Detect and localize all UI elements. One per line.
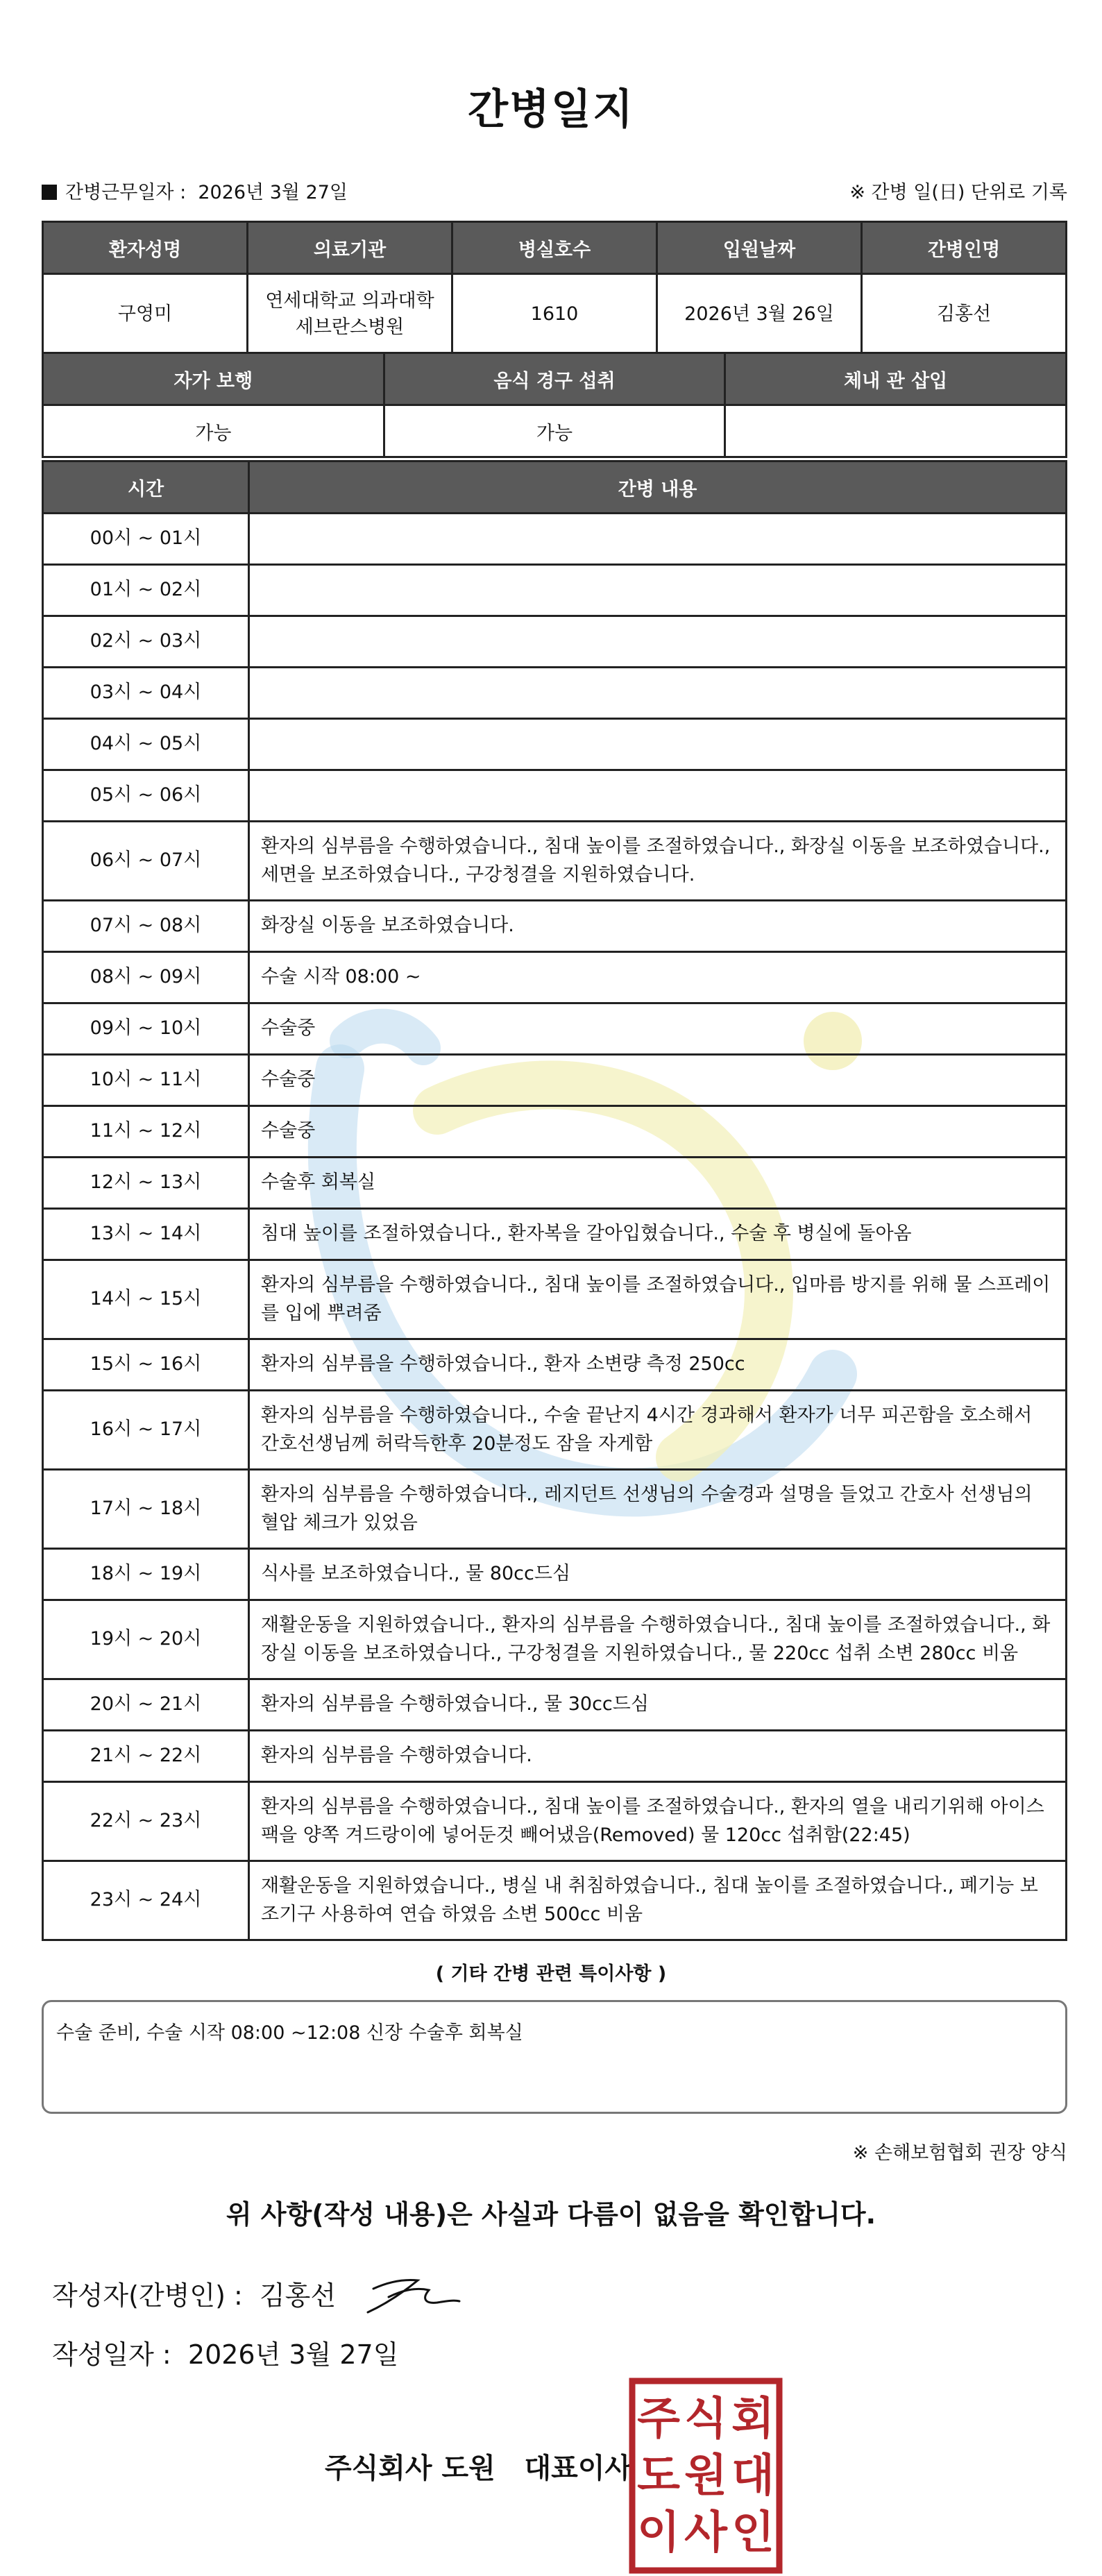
- log-row: [43, 1861, 1067, 1940]
- log-row: [43, 770, 1067, 822]
- company-representative-title: 대표이사: [524, 2452, 632, 2484]
- hospital-line-1: 연세대학교 의과대학: [265, 290, 434, 312]
- log-content: 수술중: [249, 1106, 1067, 1158]
- header-tube-insertion: 체내 관 삽입: [725, 353, 1067, 405]
- log-row: [43, 514, 1067, 565]
- log-time: 18시 ~ 19시: [43, 1549, 249, 1600]
- log-row: [43, 1209, 1067, 1260]
- log-row: [43, 1339, 1067, 1391]
- log-time: 12시 ~ 13시: [43, 1158, 249, 1209]
- log-time: 17시 ~ 18시: [43, 1470, 249, 1549]
- record-note: ※ 간병 일(日) 단위로 기록: [849, 182, 1067, 203]
- log-row: [43, 565, 1067, 616]
- log-time: 02시 ~ 03시: [43, 616, 249, 668]
- care-log-table: [42, 460, 1067, 1941]
- log-content: 환자의 심부름을 수행하였습니다., 침대 높이를 조절하였습니다., 입마름 방지를 위해 물 스프레이를 입에 뿌려줌: [249, 1260, 1067, 1339]
- hospital: [248, 274, 452, 355]
- log-content: [249, 514, 1067, 565]
- writer-name: 김홍선: [259, 2280, 337, 2311]
- log-content: [249, 565, 1067, 616]
- svg-text:원: 원: [684, 2450, 727, 2502]
- log-time: 07시 ~ 08시: [43, 901, 249, 952]
- log-row: [43, 901, 1067, 952]
- care-date-label: 간병근무일자 :: [65, 182, 187, 203]
- svg-text:회: 회: [731, 2393, 774, 2445]
- log-row: [43, 668, 1067, 719]
- log-row: [43, 1679, 1067, 1731]
- company-signature-line: [325, 2446, 631, 2486]
- svg-text:도: 도: [637, 2450, 680, 2502]
- log-row: [43, 1470, 1067, 1549]
- admission-date: 2026년 3월 26일: [657, 274, 862, 355]
- log-row: [43, 1549, 1067, 1600]
- log-content: 수술 시작 08:00 ~: [249, 952, 1067, 1003]
- log-content: [249, 616, 1067, 668]
- header-oral-intake: 음식 경구 섭취: [384, 353, 725, 405]
- svg-text:인: 인: [731, 2507, 774, 2559]
- log-time: 11시 ~ 12시: [43, 1106, 249, 1158]
- self-walking: 가능: [43, 405, 384, 457]
- log-row: [43, 1106, 1067, 1158]
- log-time: 21시 ~ 22시: [43, 1731, 249, 1782]
- company-name: 주식회사 도원: [325, 2452, 495, 2484]
- log-content: 환자의 심부름을 수행하였습니다., 수술 끝난지 4시간 경과해서 환자가 너무 피곤함을 호소해서 간호선생님께 허락득한후 20분정도 잠을 자게함: [249, 1391, 1067, 1470]
- square-bullet-icon: [42, 185, 57, 200]
- log-row: [43, 1782, 1067, 1861]
- log-content: [249, 668, 1067, 719]
- log-content: 환자의 심부름을 수행하였습니다., 침대 높이를 조절하였습니다., 화장실 이동을 보조하였습니다., 세면을 보조하였습니다., 구강청결을 지원하였습니다.: [249, 822, 1067, 901]
- log-time: 05시 ~ 06시: [43, 770, 249, 822]
- log-row: [43, 1391, 1067, 1470]
- header-hospital: 의료기관: [248, 222, 452, 274]
- log-row: [43, 1003, 1067, 1055]
- oral-intake: 가능: [384, 405, 725, 457]
- signature-image: [361, 2269, 465, 2318]
- written-date-value: 2026년 3월 27일: [187, 2339, 399, 2370]
- log-time: 00시 ~ 01시: [43, 514, 249, 565]
- log-time: 09시 ~ 10시: [43, 1003, 249, 1055]
- log-row: [43, 1600, 1067, 1679]
- svg-text:주: 주: [637, 2393, 680, 2445]
- svg-text:대: 대: [731, 2450, 774, 2502]
- room-number: 1610: [452, 274, 657, 355]
- remarks-content: 수술 준비, 수술 시작 08:00 ~12:08 신장 수술후 회복실: [56, 2022, 523, 2044]
- written-date-label: 작성일자 :: [52, 2339, 171, 2370]
- document-title: 간병일지: [468, 85, 634, 134]
- company-seal-stamp: [628, 2377, 783, 2575]
- log-time: 14시 ~ 15시: [43, 1260, 249, 1339]
- remarks-title: ( 기타 간병 관련 특이사항 ): [435, 1963, 667, 1985]
- header-patient-name: 환자성명: [43, 222, 248, 274]
- log-row: [43, 1731, 1067, 1782]
- care-date-value: 2026년 3월 27일: [198, 182, 348, 203]
- log-content: 환자의 심부름을 수행하였습니다., 침대 높이를 조절하였습니다., 환자의 열을 내리기위해 아이스팩을 양쪽 겨드랑이에 넣어둔것 빼어냈음(Removed) 물 120cc 섭취함(22:45): [249, 1782, 1067, 1861]
- log-time: 13시 ~ 14시: [43, 1209, 249, 1260]
- log-row: [43, 616, 1067, 668]
- svg-text:이: 이: [637, 2507, 680, 2559]
- log-row: [43, 822, 1067, 901]
- care-log-rows: [43, 514, 1067, 1940]
- log-time: 04시 ~ 05시: [43, 719, 249, 770]
- log-content: 재활운동을 지원하였습니다., 병실 내 취침하였습니다., 침대 높이를 조절하였습니다., 폐기능 보조기구 사용하여 연습 하였음 소변 500cc 비움: [249, 1861, 1067, 1940]
- written-date: [52, 2333, 398, 2371]
- svg-text:식: 식: [684, 2393, 727, 2445]
- log-content: 환자의 심부름을 수행하였습니다.: [249, 1731, 1067, 1782]
- patient-info-table: [42, 221, 1067, 356]
- log-content: 침대 높이를 조절하였습니다., 환자복을 갈아입혔습니다., 수술 후 병실에 돌아옴: [249, 1209, 1067, 1260]
- writer: [52, 2274, 336, 2312]
- log-content: 환자의 심부름을 수행하였습니다., 물 30cc드심: [249, 1679, 1067, 1731]
- writer-label: 작성자(간병인) :: [52, 2280, 243, 2311]
- care-date: [42, 177, 348, 204]
- remarks-box: [42, 2000, 1067, 2114]
- log-time: 10시 ~ 11시: [43, 1055, 249, 1106]
- log-time: 01시 ~ 02시: [43, 565, 249, 616]
- svg-text:사: 사: [684, 2507, 727, 2559]
- log-row: [43, 1055, 1067, 1106]
- confirmation-statement: 위 사항(작성 내용)은 사실과 다름이 없음을 확인합니다.: [226, 2199, 876, 2230]
- log-row: [43, 952, 1067, 1003]
- log-content: 수술중: [249, 1055, 1067, 1106]
- patient-name: 구영미: [43, 274, 248, 355]
- log-time: 03시 ~ 04시: [43, 668, 249, 719]
- log-content: 화장실 이동을 보조하였습니다.: [249, 901, 1067, 952]
- header-care-content: 간병 내용: [249, 461, 1067, 514]
- log-time: 16시 ~ 17시: [43, 1391, 249, 1470]
- log-content: 수술중: [249, 1003, 1067, 1055]
- log-time: 22시 ~ 23시: [43, 1782, 249, 1861]
- log-time: 23시 ~ 24시: [43, 1861, 249, 1940]
- log-content: 환자의 심부름을 수행하였습니다., 환자 소변량 측정 250cc: [249, 1339, 1067, 1391]
- log-content: 환자의 심부름을 수행하였습니다., 레지던트 선생님의 수술경과 설명을 들었고 간호사 선생님의 혈압 체크가 있었음: [249, 1470, 1067, 1549]
- header-caregiver-name: 간병인명: [862, 222, 1067, 274]
- log-time: 06시 ~ 07시: [43, 822, 249, 901]
- log-row: [43, 1260, 1067, 1339]
- tube-insertion: [725, 405, 1067, 457]
- header-self-walking: 자가 보행: [43, 353, 384, 405]
- log-time: 15시 ~ 16시: [43, 1339, 249, 1391]
- log-time: 19시 ~ 20시: [43, 1600, 249, 1679]
- caregiver-name: 김홍선: [862, 274, 1067, 355]
- header-admission-date: 입원날짜: [657, 222, 862, 274]
- log-content: 재활운동을 지원하였습니다., 환자의 심부름을 수행하였습니다., 침대 높이를 조절하였습니다., 화장실 이동을 보조하였습니다., 구강청결을 지원하였습니다., 물 220cc 섭취 소변 280cc 비움: [249, 1600, 1067, 1679]
- association-note: ※ 손해보험협회 권장 양식: [852, 2142, 1067, 2164]
- log-time: 20시 ~ 21시: [43, 1679, 249, 1731]
- header-time: 시간: [43, 461, 249, 514]
- log-content: [249, 770, 1067, 822]
- log-content: [249, 719, 1067, 770]
- log-time: 08시 ~ 09시: [43, 952, 249, 1003]
- log-content: 수술후 회복실: [249, 1158, 1067, 1209]
- hospital-line-2: 세브란스병원: [295, 316, 405, 338]
- patient-status-table: [42, 352, 1067, 458]
- log-content: 식사를 보조하였습니다., 물 80cc드심: [249, 1549, 1067, 1600]
- log-row: [43, 1158, 1067, 1209]
- log-row: [43, 719, 1067, 770]
- header-room-number: 병실호수: [452, 222, 657, 274]
